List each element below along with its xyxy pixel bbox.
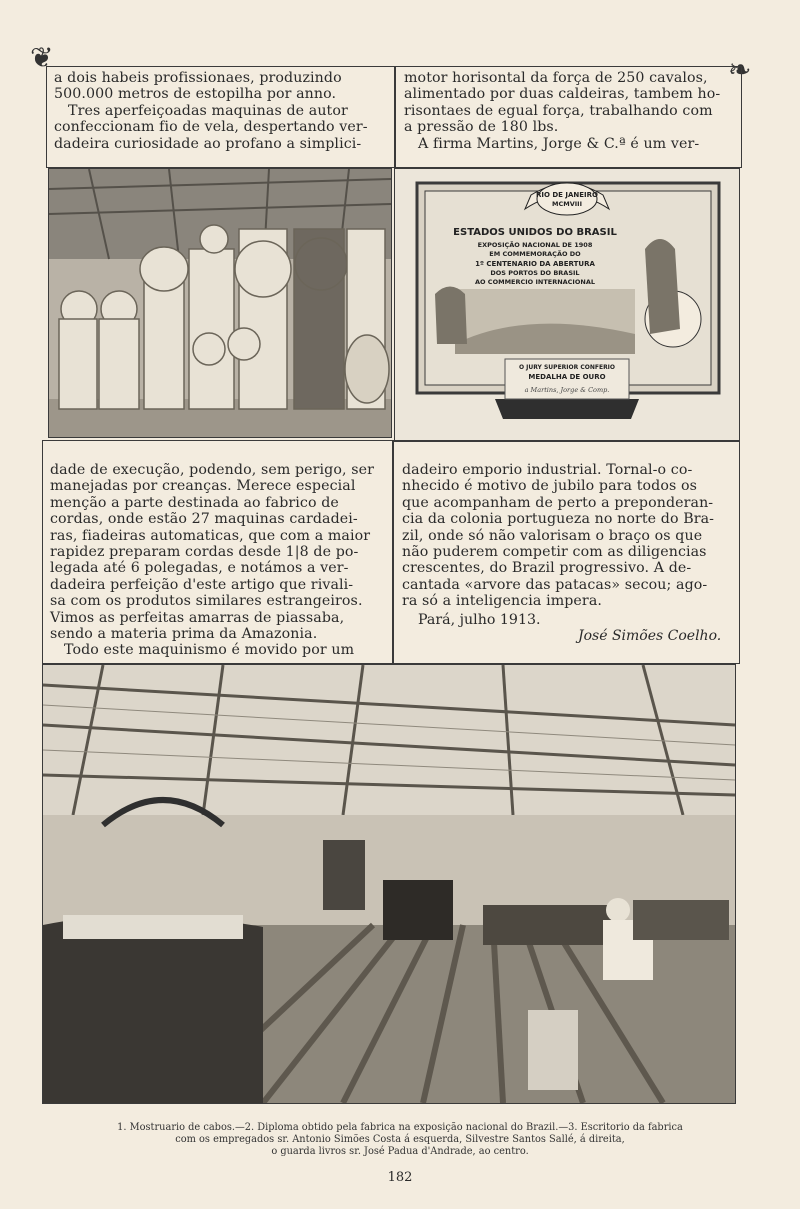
text-line: dadeira perfeição d'este artigo que rivali- — [50, 576, 354, 593]
diploma-line: AO COMMERCIO INTERNACIONAL — [474, 278, 596, 286]
text-line: cantada «arvore das patacas» secou; ago- — [402, 576, 708, 593]
text-line: sa com os produtos similares estrangeiros. — [50, 593, 363, 610]
text-line: Tres aperfeiçoadas maquinas de autor — [68, 102, 348, 119]
rope-display-photo — [48, 168, 392, 438]
text-line: manejadas por creanças. Merece especial — [50, 478, 356, 495]
diploma-photo — [394, 168, 740, 442]
middle-right-column — [402, 462, 728, 610]
caption-line: o guarda livros sr. José Padua d'Andrade, ao centro. — [271, 1146, 529, 1157]
text-line: sendo a materia prima da Amazonia. — [50, 626, 318, 643]
text-line: a pressão de 180 lbs. — [404, 119, 559, 136]
text-line: A firma Martins, Jorge & C.ª é um ver- — [418, 135, 700, 152]
text-line: risontaes de egual força, trabalhando com — [404, 102, 713, 119]
text-line: motor horisontal da força de 250 cavalos, — [404, 70, 708, 86]
text-line: dadeiro emporio industrial. Tornal-o co- — [402, 462, 693, 478]
office-photo — [42, 664, 736, 1104]
diploma-line: DOS PORTOS DO BRASIL — [490, 269, 580, 277]
diploma-line: 1º CENTENARIO DA ABERTURA — [475, 260, 595, 268]
top-left-column — [54, 70, 379, 152]
text-line: legada até 6 polegadas, e notámos a ver- — [50, 560, 349, 577]
office-image — [43, 665, 735, 1103]
caption-line: com os empregados sr. Antonio Simões Costa á esquerda, Silvestre Santos Sallé, á direita, — [175, 1134, 625, 1145]
diploma-title: ESTADOS UNIDOS DO BRASIL — [453, 227, 617, 238]
page-number: 182 — [387, 1170, 413, 1185]
diploma-jury: O JURY SUPERIOR CONFERIO — [518, 364, 616, 371]
text-line: nhecido é motivo de jubilo para todos os — [402, 478, 697, 495]
text-line: 500.000 metros de estopilha por anno. — [54, 86, 337, 103]
text-line: dade de execução, podendo, sem perigo, ser — [50, 462, 374, 478]
caption-line: 1. Mostruario de cabos.—2. Diploma obtido pela fabrica na exposição nacional do Brazil.—3. Escritorio da fabrica — [117, 1122, 683, 1133]
author-signature: José Simões Coelho. — [578, 628, 722, 644]
text-line: crescentes, do Brazil progressivo. A de- — [402, 560, 692, 577]
text-line: Vimos as perfeitas amarras de piassaba, — [50, 609, 345, 626]
text-line: menção a parte destinada ao fabrico de — [50, 494, 339, 511]
text-line: alimentado por duas caldeiras, tambem ho- — [404, 86, 721, 103]
middle-left-column — [50, 462, 377, 659]
top-column-divider — [394, 66, 396, 168]
corner-ornament-left: ❦ — [30, 41, 54, 74]
top-right-column — [404, 70, 730, 152]
diploma-ribbon-year: MCMVIII — [552, 200, 582, 208]
rope-display-image — [49, 169, 391, 437]
text-line: a dois habeis profissionaes, produzindo — [54, 70, 342, 86]
place-date: Pará, julho 1913. — [418, 612, 541, 628]
corner-ornament-right: ❧ — [728, 53, 752, 86]
diploma-recipient: a Martins, Jorge & Comp. — [524, 386, 610, 394]
diploma-image — [395, 169, 739, 441]
diploma-ribbon-city: RIO DE JANEIRO — [535, 191, 599, 199]
diploma-line: EM COMMEMORAÇÃO DO — [489, 250, 581, 258]
diploma-medal: MEDALHA DE OURO — [528, 373, 606, 381]
text-line: ra só a inteligencia impera. — [402, 593, 602, 610]
text-line: não puderem competir com as diligencias — [402, 544, 707, 561]
middle-column-divider — [392, 440, 394, 664]
text-line: confeccionam fio de vela, despertando ver- — [54, 119, 368, 136]
text-line: zil, onde só não valorisam o braço os que — [402, 527, 703, 544]
text-line: ras, fiadeiras automaticas, que com a maior — [50, 527, 371, 544]
diploma-line: EXPOSIÇÃO NACIONAL DE 1908 — [477, 241, 593, 249]
text-line: dadeira curiosidade ao profano a simplici- — [54, 135, 362, 152]
text-line: Todo este maquinismo é movido por um — [64, 642, 355, 659]
text-line: cordas, onde estão 27 maquinas cardadei- — [50, 511, 358, 528]
figure-caption — [80, 1122, 720, 1158]
text-line: que acompanham de perto a preponderan- — [402, 494, 714, 511]
text-line: rapidez preparam cordas desde 1|8 de po- — [50, 544, 359, 561]
text-line: cia da colonia portugueza no norte do Bra- — [402, 511, 715, 528]
